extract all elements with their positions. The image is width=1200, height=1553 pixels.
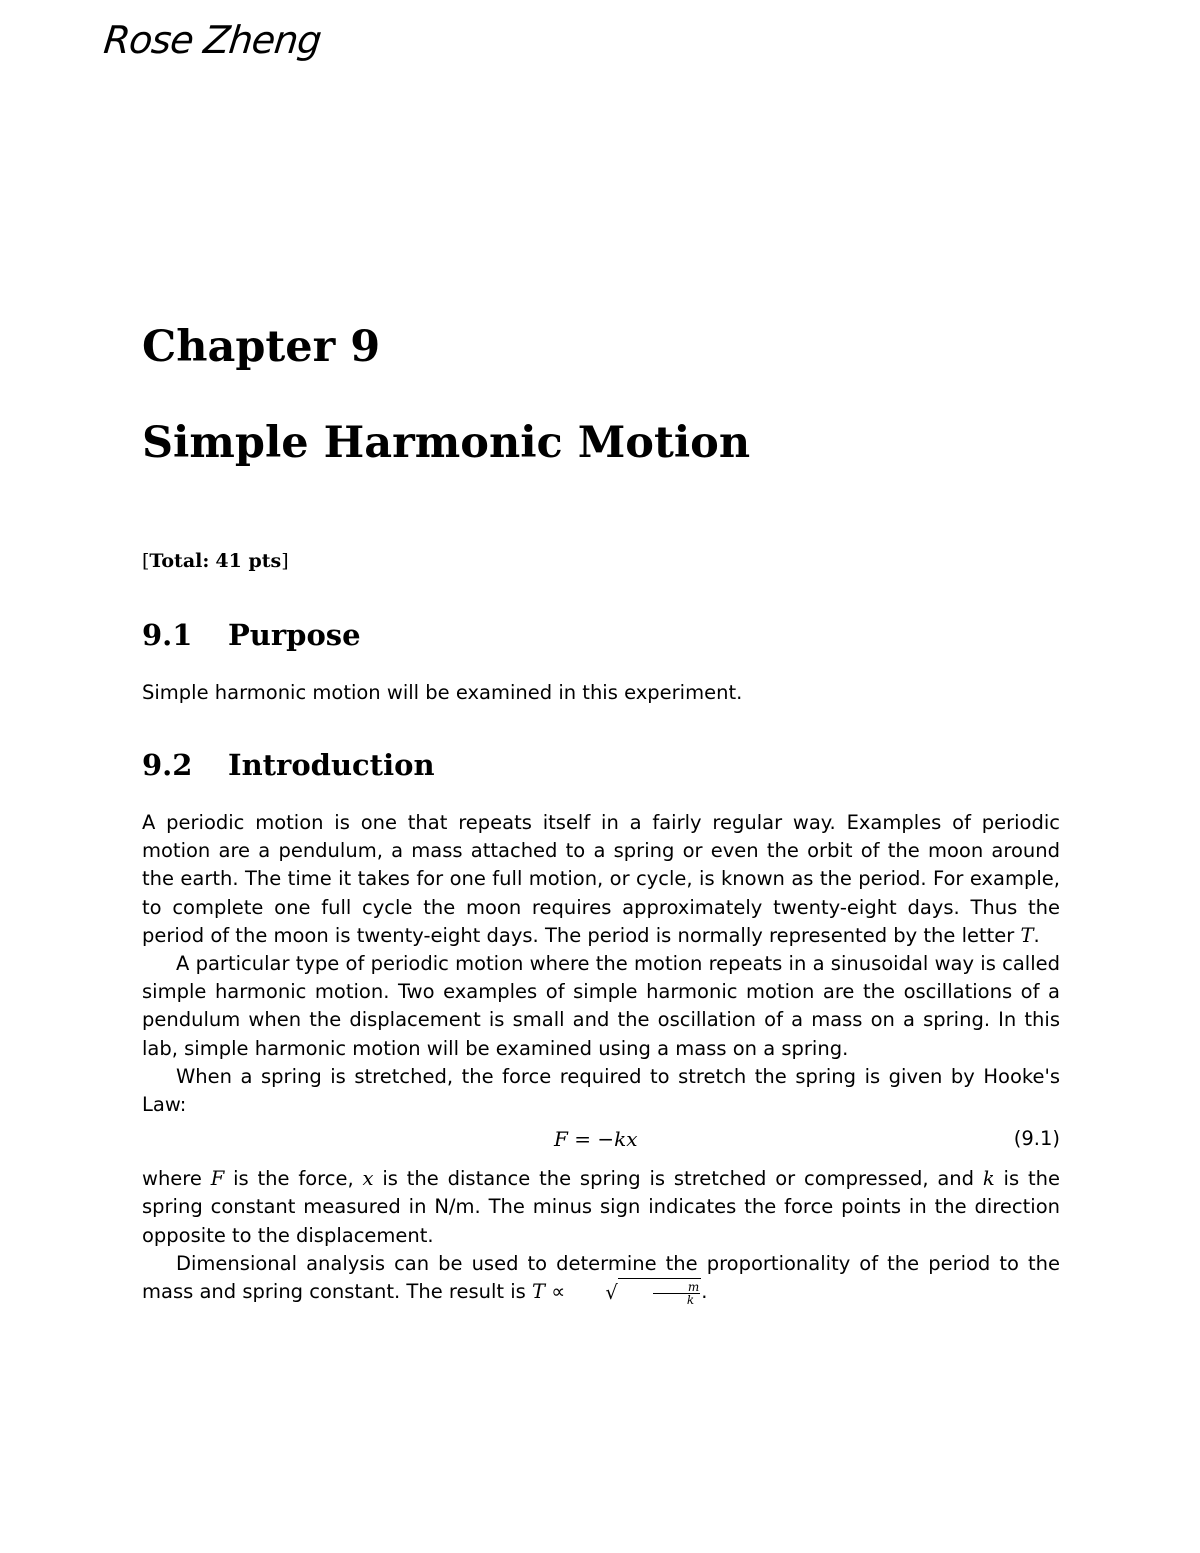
- section-heading-introduction: [142, 748, 435, 782]
- chapter-title: Simple Harmonic Motion: [142, 418, 751, 468]
- text-run: is the distance the spring is stretched or compressed, and: [373, 1167, 983, 1191]
- spring-constant-variable: k: [982, 1167, 995, 1191]
- total-label: Total:: [149, 550, 210, 572]
- equation-body: F = −kx: [554, 1127, 638, 1152]
- total-points: [Total: 41 pts]: [142, 550, 289, 572]
- intro-paragraph-1-text: A periodic motion is one that repeats itself in a fairly regular way. Examples of periodic motion are a pendulum, a mass attached to a spring or even the orbit of the moon around the earth. The time it takes for one full motion, or cycle, is known as the period. For example, to complete one full cycle the moon requires approximately twenty-eight days. Thus the period of the moon is twenty-eight days. The period is normally represented by the letter: [142, 811, 1060, 947]
- fraction-denominator: k: [686, 1293, 695, 1308]
- total-value: 41 pts: [215, 550, 282, 572]
- section-title: Purpose: [228, 618, 361, 652]
- text-run: is the force,: [224, 1167, 363, 1191]
- text-run: Dimensional analysis can be used to determine the proportionality of the period to the mass and spring constant. The result is: [142, 1251, 1060, 1304]
- fraction: [653, 1281, 700, 1306]
- intro-paragraph-2: A particular type of periodic motion where the motion repeats in a sinusoidal way is called simple harmonic motion. Two examples of simple harmonic motion are the oscillations of a pendulum when the displacement is small and the oscillation of a mass on a spring. In this lab, simple harmonic motion will be examined using a mass on a spring.: [142, 952, 1060, 1060]
- text-run: where: [142, 1167, 211, 1191]
- punctuation: .: [701, 1280, 708, 1304]
- distance-variable: x: [362, 1167, 374, 1191]
- fraction-numerator: m: [653, 1281, 700, 1294]
- intro-paragraph-3: When a spring is stretched, the force required to stretch the spring is given by Hooke's Law:: [142, 1064, 1060, 1117]
- section-title: Introduction: [228, 748, 435, 782]
- section-heading-purpose: [142, 618, 361, 652]
- text-run: is the spring constant measured in N/m. The minus sign indicates the force points in the direction opposite to the displacement.: [142, 1167, 1060, 1247]
- intro-paragraph-1: [142, 809, 1060, 950]
- equation-hookes-law: [142, 1123, 1060, 1165]
- intro-paragraph-4: [142, 1165, 1060, 1250]
- period-variable: T: [1020, 923, 1034, 947]
- intro-paragraph-5: [142, 1250, 1060, 1307]
- chapter-label: Chapter 9: [142, 322, 381, 372]
- sqrt-expression: √ $\frac{m}{k}$: [605, 1280, 700, 1308]
- purpose-paragraph: Simple harmonic motion will be examined in this experiment.: [142, 681, 743, 704]
- force-variable: F: [210, 1167, 225, 1191]
- section-number: 9.1: [142, 618, 193, 652]
- period-variable: T: [532, 1280, 546, 1304]
- punctuation: .: [1033, 923, 1040, 947]
- equation-number: (9.1): [1013, 1127, 1060, 1151]
- purpose-body: [142, 679, 1060, 707]
- proportional-symbol: ∝: [545, 1280, 572, 1304]
- section-number: 9.2: [142, 748, 193, 782]
- handwritten-signature: Rose Zheng: [101, 18, 323, 62]
- introduction-body: [142, 809, 1060, 1307]
